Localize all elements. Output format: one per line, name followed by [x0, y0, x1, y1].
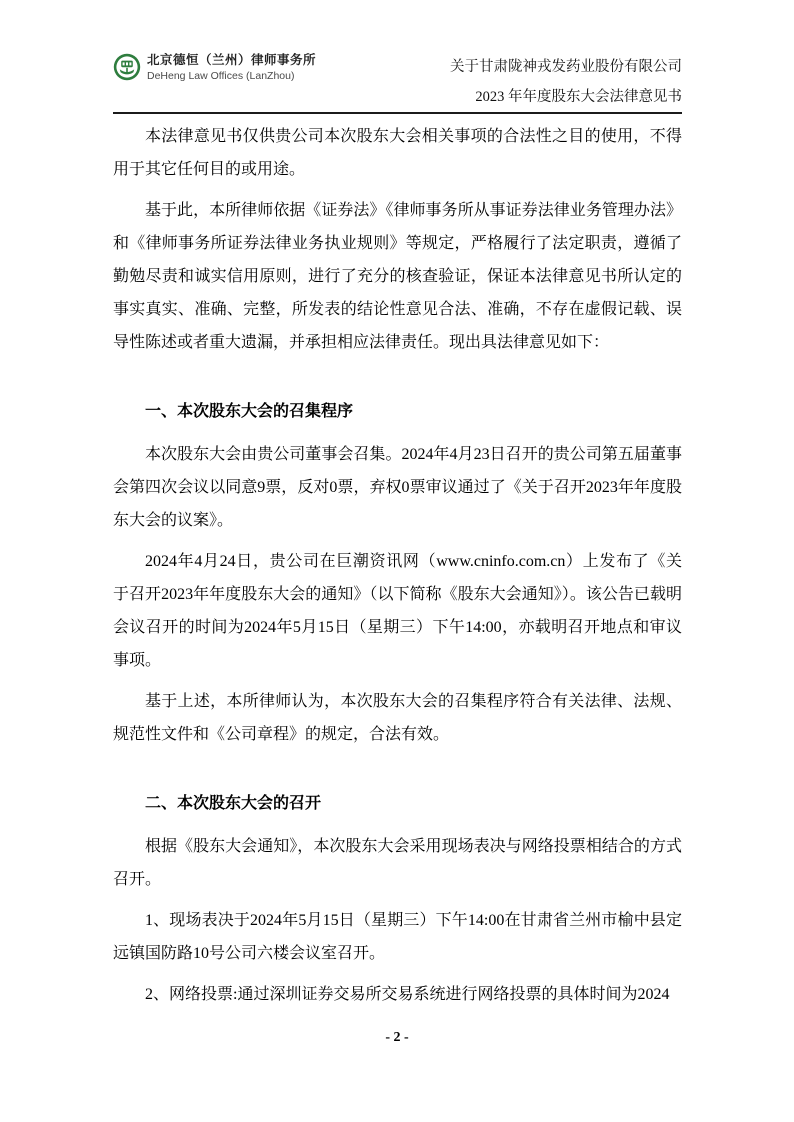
firm-name-zh: 北京德恒（兰州）律师事务所 [147, 53, 317, 67]
document-body [113, 114, 682, 1011]
body-paragraph: 本法律意见书仅供贵公司本次股东大会相关事项的合法性之目的使用，不得用于其它任何目的或用途。 [113, 128, 682, 178]
body-paragraph: 1、现场表决于2024年5月15日（星期三）下午14:00在甘肃省兰州市榆中县定远镇国防路10号公司六楼会议室召开。 [113, 912, 682, 962]
header-title-line: 2023 年年度股东大会法律意见书 [475, 89, 682, 105]
section-2-heading: 二、本次股东大会的召开 [145, 795, 322, 812]
deheng-logo-icon [113, 53, 141, 81]
firm-name-en: DeHeng Law Offices (LanZhou) [147, 70, 295, 82]
body-paragraph: 根据《股东大会通知》，本次股东大会采用现场表决与网络投票相结合的方式召开。 [113, 838, 682, 888]
section-1-heading: 一、本次股东大会的召集程序 [145, 403, 354, 420]
body-paragraph: 2024年4月24日，贵公司在巨潮资讯网（www.cninfo.com.cn）上发布了《关于召开2023年年度股东大会的通知》（以下简称《股东大会通知》）。该公告已载明会议召开的时间为2024年5月15日（星期三）下午14:00，亦载明召开地点和审议事项。 [113, 553, 682, 669]
body-paragraph: 2、网络投票:通过深圳证券交易所交易系统进行网络投票的具体时间为2024 [145, 986, 670, 1003]
firm-name-block [147, 52, 316, 83]
page-number: - 2 - [385, 1030, 409, 1045]
body-paragraph: 基于上述，本所律师认为，本次股东大会的召集程序符合有关法律、法规、规范性文件和《公司章程》的规定，合法有效。 [113, 693, 682, 743]
header-doc-reference [450, 52, 682, 112]
page-header [113, 0, 682, 112]
body-paragraph: 基于此，本所律师依据《证券法》《律师事务所从事证券法律业务管理办法》和《律师事务所证券法律业务执业规则》等规定，严格履行了法定职责，遵循了勤勉尽责和诚实信用原则，进行了充分的核查验证，保证本法律意见书所认定的事实真实、准确、完整，所发表的结论性意见合法、准确，不存在虚假记载、误导性陈述或者重大遗漏，并承担相应法律责任。现出具法律意见如下： [113, 202, 682, 351]
firm-identity [113, 52, 316, 83]
body-paragraph: 本次股东大会由贵公司董事会召集。2024年4月23日召开的贵公司第五届董事会第四次会议以同意9票，反对0票，弃权0票审议通过了《关于召开2023年年度股东大会的议案》。 [113, 446, 682, 529]
header-company-line: 关于甘肃陇神戎发药业股份有限公司 [450, 59, 682, 75]
